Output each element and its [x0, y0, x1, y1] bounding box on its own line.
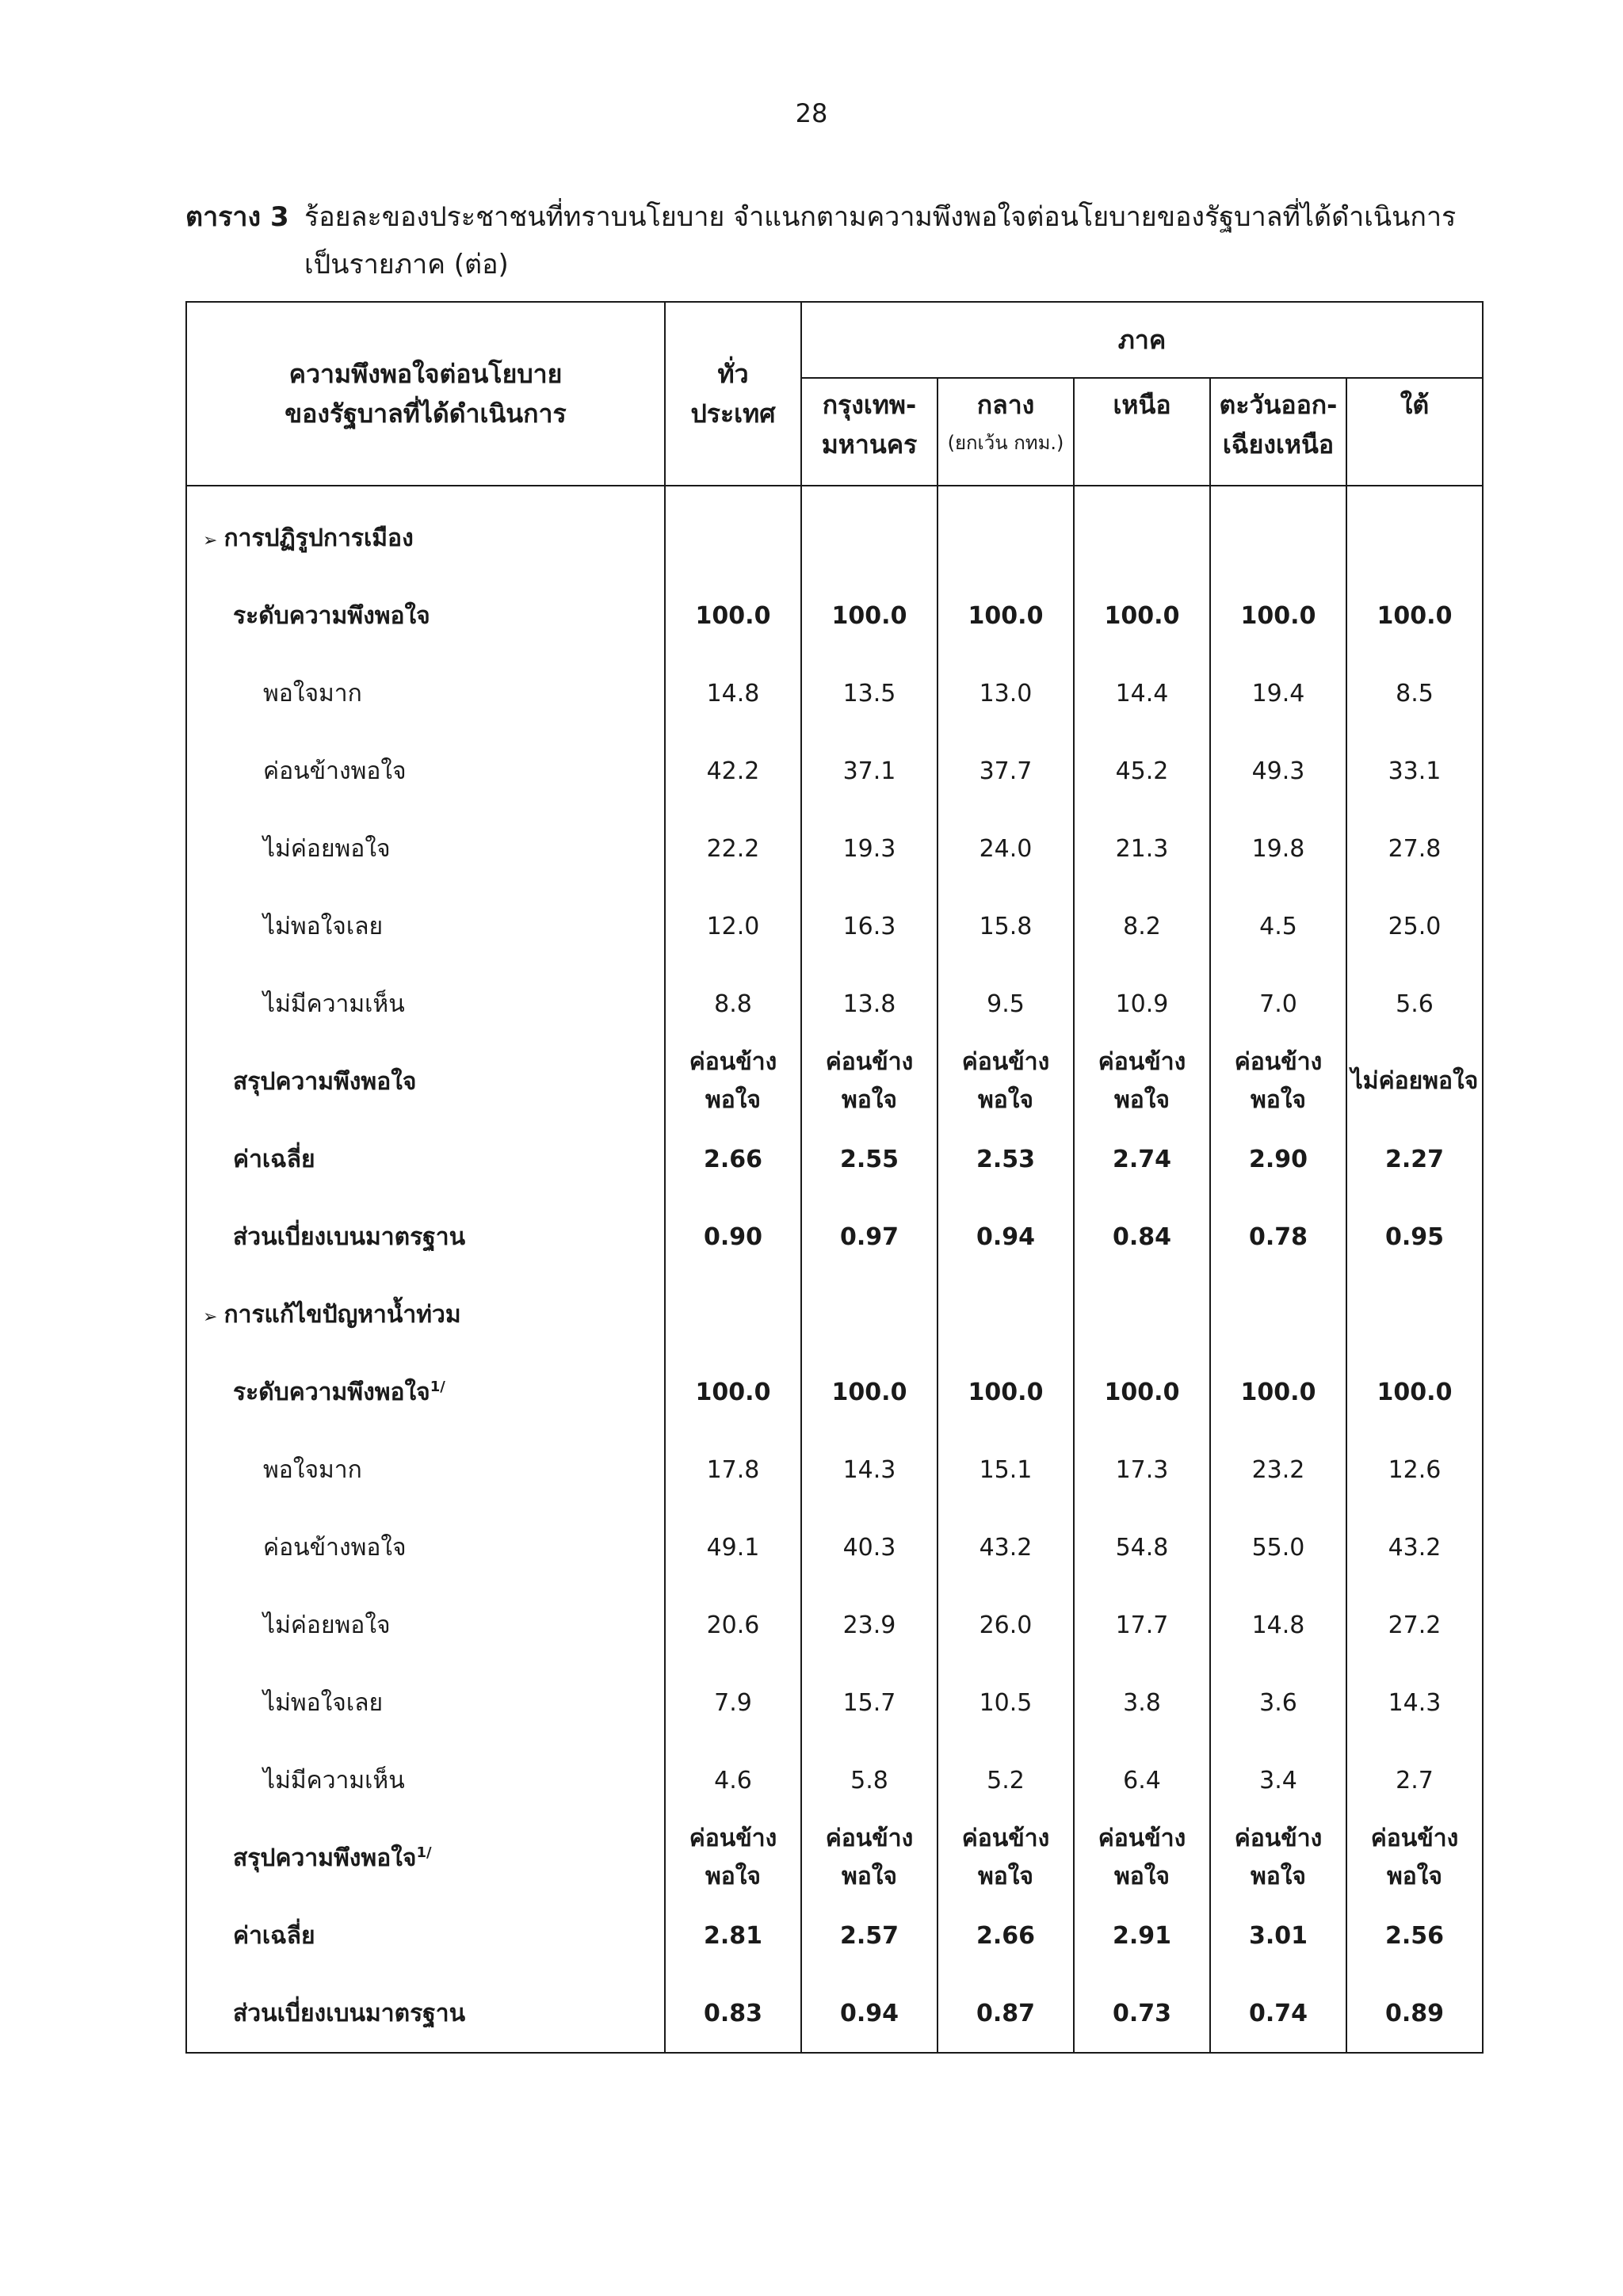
caption-text-continued: เป็นรายภาค (ต่อ) [304, 249, 509, 280]
arrow-bullet-icon: ➢ [203, 530, 218, 551]
value-cell: 27.2 [1346, 1586, 1483, 1664]
value-cell: 100.0 [1074, 1353, 1210, 1431]
value-cell: 26.0 [938, 1586, 1074, 1664]
value-cell: 55.0 [1210, 1508, 1346, 1586]
value-cell: 49.1 [665, 1508, 801, 1586]
table-row [186, 1508, 1483, 1586]
value-cell: 27.8 [1346, 810, 1483, 887]
value-cell: 15.8 [938, 887, 1074, 965]
value-cell: 21.3 [1074, 810, 1210, 887]
empty-cell [801, 1276, 938, 1353]
value-cell: 40.3 [801, 1508, 938, 1586]
value-cell: 17.7 [1074, 1586, 1210, 1664]
value-cell: 4.6 [665, 1741, 801, 1819]
header-policy-satisfaction: ความพึงพอใจต่อนโยบาย ของรัฐบาลที่ได้ดำเนินการ [186, 302, 665, 486]
header-region-3: ตะวันออก- เฉียงเหนือ [1210, 378, 1346, 486]
value-cell: 16.3 [801, 887, 938, 965]
table-row [186, 732, 1483, 810]
empty-cell [1210, 486, 1346, 577]
value-cell: 100.0 [938, 1353, 1074, 1431]
value-cell: 43.2 [938, 1508, 1074, 1586]
table-row [186, 1431, 1483, 1508]
value-cell: 20.6 [665, 1586, 801, 1664]
caption-label: ตาราง 3 [185, 201, 289, 233]
value-cell: 0.89 [1346, 1974, 1483, 2053]
value-cell: 100.0 [665, 577, 801, 654]
value-cell: 0.94 [801, 1974, 938, 2053]
table-row [186, 1586, 1483, 1664]
value-cell: 24.0 [938, 810, 1074, 887]
empty-cell [1346, 1276, 1483, 1353]
header-region-2: เหนือ [1074, 378, 1210, 486]
value-cell: 0.87 [938, 1974, 1074, 2053]
value-cell: 3.8 [1074, 1664, 1210, 1741]
value-cell: 14.8 [1210, 1586, 1346, 1664]
value-cell: 13.0 [938, 654, 1074, 732]
table-caption [185, 193, 1485, 288]
summary-cell: ค่อนข้าง พอใจ [938, 1043, 1074, 1120]
value-cell: 2.27 [1346, 1120, 1483, 1198]
value-cell: 22.2 [665, 810, 801, 887]
summary-cell: ค่อนข้าง พอใจ [1074, 1043, 1210, 1120]
table-row [186, 1974, 1483, 2053]
table-row [186, 1897, 1483, 1974]
value-cell: 19.3 [801, 810, 938, 887]
empty-cell [665, 486, 801, 577]
value-cell: 100.0 [665, 1353, 801, 1431]
value-cell: 6.4 [1074, 1741, 1210, 1819]
empty-cell [1346, 486, 1483, 577]
value-cell: 7.9 [665, 1664, 801, 1741]
summary-cell: ค่อนข้าง พอใจ [1074, 1819, 1210, 1897]
value-cell: 2.53 [938, 1120, 1074, 1198]
value-cell: 2.56 [1346, 1897, 1483, 1974]
value-cell: 45.2 [1074, 732, 1210, 810]
value-cell: 0.78 [1210, 1198, 1346, 1276]
value-cell: 8.5 [1346, 654, 1483, 732]
value-cell: 15.7 [801, 1664, 938, 1741]
value-cell: 14.8 [665, 654, 801, 732]
value-cell: 23.2 [1210, 1431, 1346, 1508]
value-cell: 0.84 [1074, 1198, 1210, 1276]
table-row [186, 1120, 1483, 1198]
category-label: ไม่ค่อยพอใจ [186, 810, 665, 887]
header-region-0: กรุงเทพ- มหานคร [801, 378, 938, 486]
category-label: พอใจมาก [186, 1431, 665, 1508]
value-cell: 25.0 [1346, 887, 1483, 965]
table-row [186, 887, 1483, 965]
value-cell: 12.6 [1346, 1431, 1483, 1508]
summary-label: สรุปความพึงพอใจ [186, 1043, 665, 1120]
value-cell: 33.1 [1346, 732, 1483, 810]
value-cell: 8.8 [665, 965, 801, 1043]
level-label: ระดับความพึงพอใจ [186, 577, 665, 654]
empty-cell [801, 486, 938, 577]
value-cell: 13.5 [801, 654, 938, 732]
table-row [186, 654, 1483, 732]
page-number: 28 [795, 98, 828, 128]
value-cell: 100.0 [1210, 577, 1346, 654]
value-cell: 2.74 [1074, 1120, 1210, 1198]
value-cell: 100.0 [801, 1353, 938, 1431]
value-cell: 37.7 [938, 732, 1074, 810]
value-cell: 8.2 [1074, 887, 1210, 965]
value-cell: 10.5 [938, 1664, 1074, 1741]
value-cell: 0.73 [1074, 1974, 1210, 2053]
header-region-4: ใต้ [1346, 378, 1483, 486]
value-cell: 0.83 [665, 1974, 801, 2053]
value-cell: 17.3 [1074, 1431, 1210, 1508]
value-cell: 2.66 [665, 1120, 801, 1198]
value-cell: 2.55 [801, 1120, 938, 1198]
value-cell: 17.8 [665, 1431, 801, 1508]
empty-cell [938, 486, 1074, 577]
value-cell: 5.2 [938, 1741, 1074, 1819]
empty-cell [938, 1276, 1074, 1353]
table-row [186, 1664, 1483, 1741]
value-cell: 2.66 [938, 1897, 1074, 1974]
value-cell: 23.9 [801, 1586, 938, 1664]
value-cell: 14.3 [1346, 1664, 1483, 1741]
value-cell: 3.01 [1210, 1897, 1346, 1974]
value-cell: 100.0 [1346, 1353, 1483, 1431]
summary-cell: ค่อนข้าง พอใจ [665, 1043, 801, 1120]
table-row [186, 1276, 1483, 1353]
value-cell: 37.1 [801, 732, 938, 810]
value-cell: 0.97 [801, 1198, 938, 1276]
value-cell: 2.81 [665, 1897, 801, 1974]
value-cell: 0.90 [665, 1198, 801, 1276]
summary-cell: ค่อนข้าง พอใจ [665, 1819, 801, 1897]
category-label: ไม่พอใจเลย [186, 1664, 665, 1741]
table-row [186, 1043, 1483, 1120]
value-cell: 100.0 [938, 577, 1074, 654]
empty-cell [1074, 486, 1210, 577]
mean-label: ค่าเฉลี่ย [186, 1897, 665, 1974]
value-cell: 14.4 [1074, 654, 1210, 732]
value-cell: 9.5 [938, 965, 1074, 1043]
table-row [186, 577, 1483, 654]
table-row [186, 1353, 1483, 1431]
section-title: ➢ การแก้ไขปัญหาน้ำท่วม [186, 1276, 665, 1353]
category-label: ไม่พอใจเลย [186, 887, 665, 965]
header-region-1: กลาง (ยกเว้น กทม.) [938, 378, 1074, 486]
value-cell: 2.57 [801, 1897, 938, 1974]
value-cell: 19.8 [1210, 810, 1346, 887]
value-cell: 100.0 [801, 577, 938, 654]
header-region-group: ภาค [801, 302, 1483, 378]
value-cell: 0.74 [1210, 1974, 1346, 2053]
value-cell: 42.2 [665, 732, 801, 810]
value-cell: 15.1 [938, 1431, 1074, 1508]
value-cell: 2.7 [1346, 1741, 1483, 1819]
summary-cell: ค่อนข้าง พอใจ [801, 1043, 938, 1120]
value-cell: 100.0 [1074, 577, 1210, 654]
satisfaction-table [185, 301, 1484, 2054]
empty-cell [665, 1276, 801, 1353]
value-cell: 54.8 [1074, 1508, 1210, 1586]
category-label: ค่อนข้างพอใจ [186, 732, 665, 810]
header-national: ทั่ว ประเทศ [665, 302, 801, 486]
value-cell: 4.5 [1210, 887, 1346, 965]
caption-text: ร้อยละของประชาชนที่ทราบนโยบาย จำแนกตามความพึงพอใจต่อนโยบายของรัฐบาลที่ได้ดำเนินการ [304, 201, 1457, 233]
value-cell: 0.95 [1346, 1198, 1483, 1276]
value-cell: 100.0 [1210, 1353, 1346, 1431]
table-row [186, 1819, 1483, 1897]
value-cell: 5.6 [1346, 965, 1483, 1043]
summary-cell: ค่อนข้าง พอใจ [938, 1819, 1074, 1897]
table-row [186, 810, 1483, 887]
arrow-bullet-icon: ➢ [203, 1306, 218, 1327]
value-cell: 7.0 [1210, 965, 1346, 1043]
table-row [186, 1741, 1483, 1819]
table-row [186, 965, 1483, 1043]
summary-cell: ค่อนข้าง พอใจ [801, 1819, 938, 1897]
table-row [186, 1198, 1483, 1276]
value-cell: 10.9 [1074, 965, 1210, 1043]
category-label: พอใจมาก [186, 654, 665, 732]
footnote-marker: 1/ [416, 1844, 432, 1861]
value-cell: 19.4 [1210, 654, 1346, 732]
summary-cell: ค่อนข้าง พอใจ [1346, 1819, 1483, 1897]
mean-label: ค่าเฉลี่ย [186, 1120, 665, 1198]
value-cell: 3.4 [1210, 1741, 1346, 1819]
summary-cell: ค่อนข้าง พอใจ [1210, 1819, 1346, 1897]
summary-label: สรุปความพึงพอใจ$^{1/}$ [186, 1819, 665, 1897]
category-label: ไม่ค่อยพอใจ [186, 1586, 665, 1664]
sd-label: ส่วนเบี่ยงเบนมาตรฐาน [186, 1198, 665, 1276]
category-label: ไม่มีความเห็น [186, 1741, 665, 1819]
sd-label: ส่วนเบี่ยงเบนมาตรฐาน [186, 1974, 665, 2053]
value-cell: 3.6 [1210, 1664, 1346, 1741]
value-cell: 13.8 [801, 965, 938, 1043]
summary-cell: ไม่ค่อยพอใจ [1346, 1043, 1483, 1120]
value-cell: 5.8 [801, 1741, 938, 1819]
category-label: ไม่มีความเห็น [186, 965, 665, 1043]
category-label: ค่อนข้างพอใจ [186, 1508, 665, 1586]
section-title: ➢ การปฏิรูปการเมือง [186, 486, 665, 577]
footnote-marker: 1/ [430, 1378, 445, 1395]
value-cell: 100.0 [1346, 577, 1483, 654]
value-cell: 0.94 [938, 1198, 1074, 1276]
value-cell: 49.3 [1210, 732, 1346, 810]
value-cell: 2.90 [1210, 1120, 1346, 1198]
value-cell: 12.0 [665, 887, 801, 965]
table-row [186, 486, 1483, 577]
value-cell: 2.91 [1074, 1897, 1210, 1974]
summary-cell: ค่อนข้าง พอใจ [1210, 1043, 1346, 1120]
level-label: ระดับความพึงพอใจ$^{1/}$ [186, 1353, 665, 1431]
value-cell: 14.3 [801, 1431, 938, 1508]
value-cell: 43.2 [1346, 1508, 1483, 1586]
empty-cell [1210, 1276, 1346, 1353]
empty-cell [1074, 1276, 1210, 1353]
